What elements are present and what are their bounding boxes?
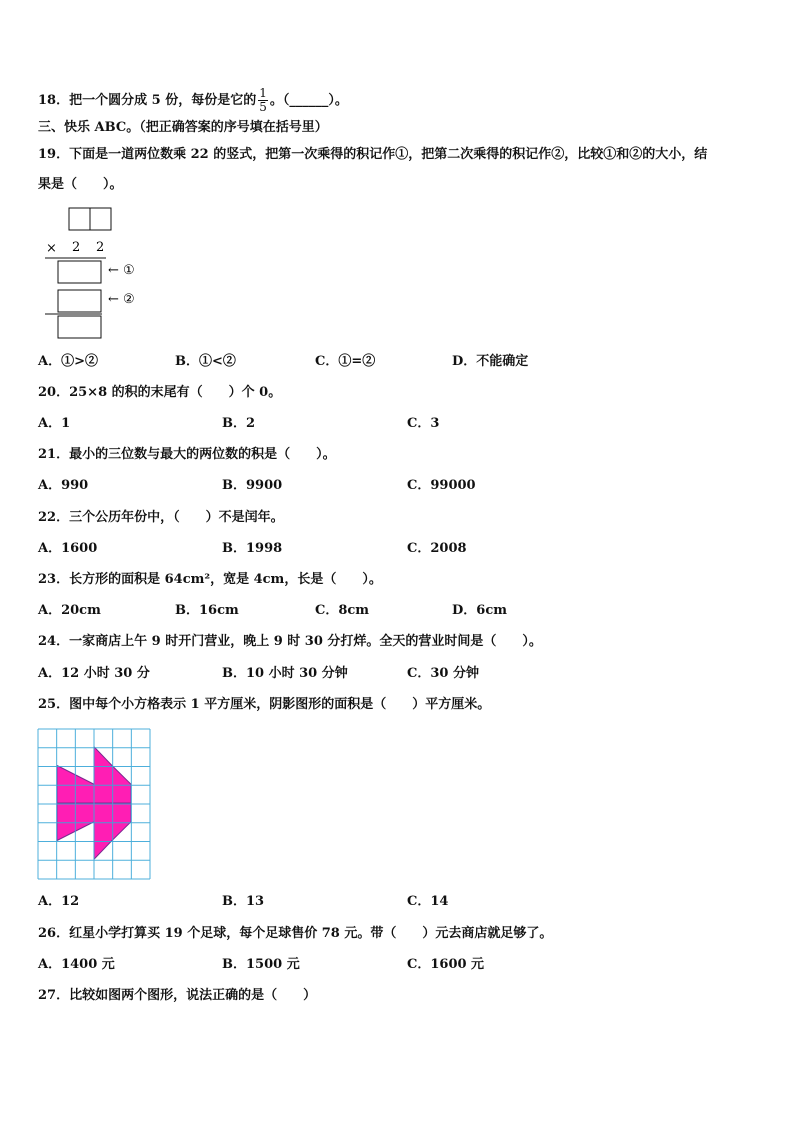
second-partial-product-box	[58, 290, 101, 312]
q25-grid-figure	[37, 728, 151, 880]
arrow-label-2: ← ②	[108, 292, 135, 307]
option-b[interactable]: B．①<②	[175, 354, 236, 369]
option-b[interactable]: B．16cm	[175, 603, 239, 618]
q27-stem: 27．比较如图两个图形，说法正确的是（ ）	[38, 988, 317, 1003]
option-b[interactable]: B．2	[222, 416, 256, 431]
arrow-label-1: ← ①	[108, 263, 135, 278]
option-c[interactable]: C．①=②	[315, 354, 376, 369]
multiplier-ones-digit: 2	[96, 240, 105, 255]
q21-stem: 21．最小的三位数与最大的两位数的积是（ ）。	[38, 447, 336, 462]
option-c[interactable]: C．14	[407, 894, 449, 909]
option-d[interactable]: D．不能确定	[452, 354, 529, 369]
section-title: 三、快乐 ABC。（把正确答案的序号填在括号里）	[38, 120, 328, 135]
q19-stem-line2: 果是（ ）。	[38, 177, 123, 192]
q25-stem: 25．图中每个小方格表示 1 平方厘米，阴影图形的面积是（ ）平方厘米。	[38, 697, 491, 712]
option-c[interactable]: C．2008	[407, 541, 467, 556]
q19-vertical-multiplication-figure	[40, 204, 160, 344]
option-b[interactable]: B．13	[222, 894, 265, 909]
tens-digit-box	[69, 208, 90, 230]
q18-stem-pre: 18．把一个圆分成 5 份，每份是它的	[38, 93, 257, 108]
multiplier-tens-digit: 2	[72, 240, 81, 255]
option-a[interactable]: A．990	[38, 478, 89, 493]
q24-stem: 24．一家商店上午 9 时开门营业，晚上 9 时 30 分打烊。全天的营业时间是（ ）。	[38, 634, 542, 649]
q18-stem-post: 。（______）。	[269, 93, 348, 108]
q26-stem: 26．红星小学打算买 19 个足球，每个足球售价 78 元。带（ ）元去商店就足够了。	[38, 926, 553, 941]
first-partial-product-box	[58, 261, 101, 283]
option-b[interactable]: B．1500 元	[222, 957, 300, 972]
grid-lines	[38, 729, 150, 879]
option-b[interactable]: B．1998	[222, 541, 283, 556]
ones-digit-box	[90, 208, 111, 230]
option-c[interactable]: C．30 分钟	[407, 666, 479, 681]
option-a[interactable]: A．20cm	[38, 603, 101, 618]
q23-stem: 23．长方形的面积是 64cm²，宽是 4cm，长是（ ）。	[38, 572, 382, 587]
option-c[interactable]: C．99000	[407, 478, 476, 493]
option-c[interactable]: C．3	[407, 416, 440, 431]
option-a[interactable]: A．12	[38, 894, 80, 909]
option-a[interactable]: A．1	[38, 416, 71, 431]
fraction-numerator: 1	[259, 86, 267, 100]
option-c[interactable]: C．8cm	[315, 603, 370, 618]
q19-stem-line1: 19．下面是一道两位数乘 22 的竖式，把第一次乘得的积记作①，把第二次乘得的积记作②，比较①和②的大小，结	[38, 147, 708, 162]
product-box	[58, 316, 101, 338]
option-a[interactable]: A．①>②	[38, 354, 98, 369]
times-sign: ×	[46, 241, 57, 256]
q20-stem: 20．25×8 的积的末尾有（ ）个 0。	[38, 385, 282, 400]
option-a[interactable]: A．12 小时 30 分	[38, 666, 150, 681]
option-a[interactable]: A．1600	[38, 541, 98, 556]
fraction-denominator: 5	[259, 100, 267, 114]
option-d[interactable]: D．6cm	[452, 603, 507, 618]
option-b[interactable]: B．10 小时 30 分钟	[222, 666, 348, 681]
option-a[interactable]: A．1400 元	[38, 957, 115, 972]
option-c[interactable]: C．1600 元	[407, 957, 485, 972]
q22-stem: 22．三个公历年份中，（ ）不是闰年。	[38, 510, 284, 525]
q18-stem	[38, 87, 348, 114]
fraction-one-fifth	[258, 87, 268, 114]
option-b[interactable]: B．9900	[222, 478, 283, 493]
